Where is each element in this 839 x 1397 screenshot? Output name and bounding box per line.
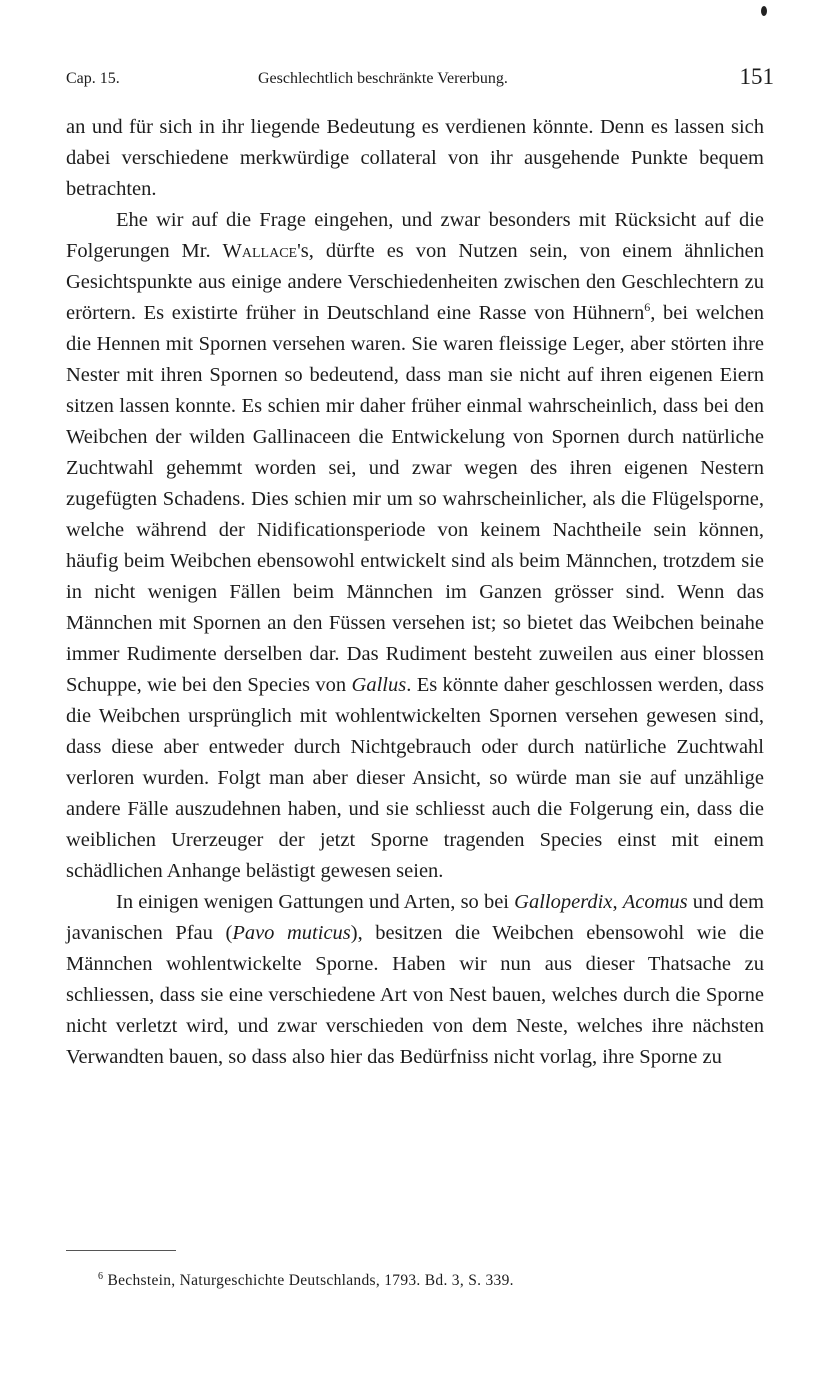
footnote-mark: 6 [98,1271,104,1282]
paragraph-text: ), besitzen die Weibchen ebensowohl wie die Männchen wohlentwickelte Sporne. Haben wir nun aus dieser Thatsache zu schliessen, dass sie eine verschiedene Art von Nest bauen, welches durch die Sporne nicht verletzt wird, und zwar verschieden von dem Neste, welches ihre nächsten Verwandten bauen, so dass also hier das Bedürfniss nicht vorlag, ihre Sporne zu [66,922,764,1068]
paragraph-2 [66,205,764,887]
paragraph-text: und dem javanischen Pfau ( [66,891,765,944]
running-title: Geschlechtlich beschränkte Vererbung. [258,70,508,87]
paragraph-text: , bei welchen die Hennen mit Spornen versehen waren. Sie waren fleissige Leger, aber störten ihre Nester mit ihren Spornen so bedeutend, dass man sie nicht auf ihren eigenen Eiern sitzen lassen konnte. Es schien mir daher früher einmal wahrscheinlich, dass bei den Weibchen der wilden Gallinaceen die Entwickelung von Spornen durch natürliche Zuchtwahl gehemmt worden sei, und zwar wegen des ihren eigenen Nestern zugefügten Schadens. Dies schien mir um so wahrscheinlicher, als die Flügelsporne, welche während der Nidificationsperiode von keinem Nachtheile sein können, häufig beim Weibchen ebensowohl entwickelt sind als beim Männchen, trotzdem sie in nicht wenigen Fällen beim Männchen im Ganzen grösser sind. Wenn das Männchen mit Spornen an den Füssen versehen ist; so bietet das Weibchen beinahe immer Rudimente derselben dar. Das Rudiment besteht zuweilen aus einer blossen Schuppe, wie bei den Species von [66,302,764,696]
genus-name: Acomus [622,891,688,913]
page-number: 151 [739,64,774,89]
running-header [66,64,774,94]
paragraph-text: 's, dürfte es von Nutzen sein, von einem ähnlichen Gesichtspunkte aus einige andere Verschiedenheiten zwischen den Geschlechtern zu erörtern. Es existirte früher in Deutschland eine Rasse von Hühnern [66,240,764,324]
species-name: Gallus [351,674,407,696]
paragraph-text: an und für sich in ihr liegende Bedeutung es verdienen könnte. Denn es lassen sich dabei verschiedene merkwürdige collateral von ihr ausgehende Punkte bequem betrachten. [66,116,764,200]
paragraph-text: In einigen wenigen Gattungen und Arten, so bei [116,891,515,913]
paragraph-1 [66,112,764,205]
page-speck [761,6,767,16]
chapter-label: Cap. 15. [66,70,120,87]
footnote [98,1266,778,1292]
footnote-reference: 6 [644,300,651,315]
paragraph-text: , [612,891,623,913]
page-body [66,112,764,1073]
paragraph-text: Ehe wir auf die Frage eingehen, und zwar besonders mit Rücksicht auf die Folgerungen Mr. [66,209,764,262]
paragraph-text: . Es könnte daher geschlossen werden, dass die Weibchen ursprünglich mit wohlentwickelten Spornen versehen gewesen sind, dass diese aber entweder durch Nichtgebrauch oder durch natürliche Zuchtwahl verloren wurden. Folgt man aber dieser Ansicht, so würde man sie auf unzählige andere Fälle auszudehnen haben, und sie schliesst auch die Folgerung ein, dass die weiblichen Urerzeuger der jetzt Sporne tragenden Species einst mit einem schädlichen Anhange belästigt gewesen seien. [66,674,764,882]
footnote-text: Bechstein, Naturgeschichte Deutschlands, 1793. Bd. 3, S. 339. [103,1272,514,1290]
genus-name: Galloperdix [514,891,613,913]
author-name: Wallace [222,240,298,262]
footnote-separator [66,1250,176,1251]
paragraph-3 [66,887,764,1073]
species-name: Pavo muticus [232,922,351,944]
